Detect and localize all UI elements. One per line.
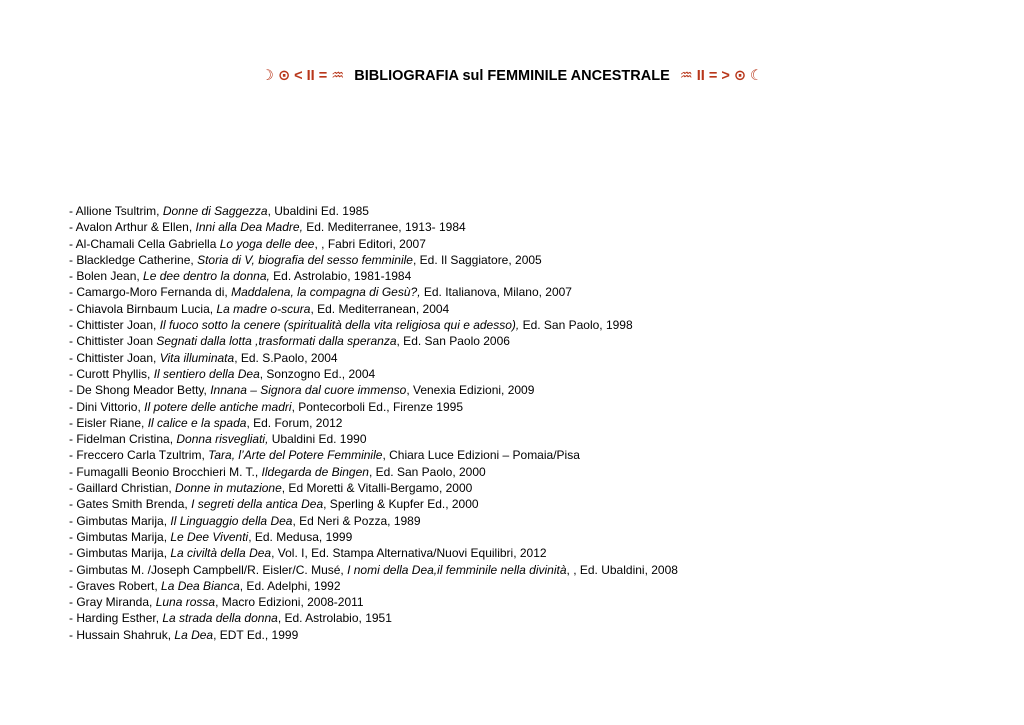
bibliography-entry (69, 415, 678, 431)
entry-author: - Chittister Joan (69, 334, 157, 349)
entry-publication: , Ed. Il Saggiatore, 2005 (412, 252, 542, 267)
entry-publication: Ed. San Paolo, 1998 (519, 318, 633, 333)
bibliography-list (69, 203, 678, 643)
entry-title: Innana – Signora dal cuore immenso (210, 383, 407, 398)
entry-publication: Ed. Mediterranee, 1913- 1984 (302, 220, 466, 235)
entry-title: Il calice e la spada (147, 415, 247, 430)
bibliography-entry (69, 203, 678, 219)
entry-title: I nomi della Dea,il femminile nella divinità (347, 562, 567, 577)
entry-author: - Fumagalli Beonio Brocchieri M. T., (69, 464, 262, 479)
entry-publication: Ed. Astrolabio, 1981-1984 (269, 269, 412, 284)
entry-author: - Curott Phyllis, (69, 366, 154, 381)
entry-publication: , Ed. Astrolabio, 1951 (277, 611, 392, 626)
entry-publication: , Ed. Medusa, 1999 (248, 529, 353, 544)
title-text: BIBLIOGRAFIA sul FEMMINILE ANCESTRALE (354, 68, 670, 84)
entry-author: - Eisler Riane, (69, 415, 148, 430)
entry-author: - Gray Miranda, (69, 595, 156, 610)
bibliography-entry (69, 317, 678, 333)
bibliography-entry (69, 496, 678, 512)
entry-author: - Gimbutas Marija, (69, 513, 171, 528)
bibliography-entry (69, 252, 678, 268)
entry-publication: , Ed Moretti & Vitalli-Bergamo, 2000 (281, 481, 473, 496)
bibliography-entry (69, 610, 678, 626)
bibliography-entry (69, 578, 678, 594)
title-right-symbols: ♒ II = > ⊙ ☾ (679, 68, 764, 84)
entry-publication: , , Fabri Editori, 2007 (314, 236, 426, 251)
entry-author: - Blackledge Catherine, (69, 252, 198, 267)
entry-title: Ildegarda de Bingen (261, 464, 369, 479)
entry-publication: , Venexia Edizioni, 2009 (406, 383, 535, 398)
entry-publication: , Vol. I, Ed. Stampa Alternativa/Nuovi Equilibri, 2012 (271, 546, 547, 561)
bibliography-entry (69, 529, 678, 545)
bibliography-entry (69, 447, 678, 463)
bibliography-entry (69, 268, 678, 284)
title-left-symbols: ☽ ⊙ < II = ♒ (260, 68, 345, 84)
entry-publication: , EDT Ed., 1999 (213, 627, 299, 642)
entry-author: - Bolen Jean, (69, 269, 144, 284)
bibliography-entry (69, 480, 678, 496)
entry-publication: , Ed. San Paolo 2006 (396, 334, 510, 349)
entry-author: - Gates Smith Brenda, (69, 497, 192, 512)
entry-publication: , Ed. Adelphi, 1992 (239, 578, 341, 593)
bibliography-entry (69, 545, 678, 561)
entry-author: - Gimbutas Marija, (69, 529, 171, 544)
entry-publication: Ubaldini Ed. 1990 (268, 432, 367, 447)
entry-title: La Dea (174, 627, 214, 642)
entry-author: - Gimbutas Marija, (69, 546, 171, 561)
bibliography-entry (69, 366, 678, 382)
entry-author: - Gaillard Christian, (69, 481, 176, 496)
bibliography-entry (69, 464, 678, 480)
bibliography-entry (69, 284, 678, 300)
entry-author: - Hussain Shahruk, (69, 627, 175, 642)
bibliography-entry (69, 382, 678, 398)
bibliography-entry (69, 350, 678, 366)
entry-publication: , Ed. S.Paolo, 2004 (234, 350, 338, 365)
entry-author: - Freccero Carla Tzultrim, (69, 448, 209, 463)
entry-author: - Avalon Arthur & Ellen, (69, 220, 196, 235)
entry-title: Storia di V, biografia del sesso femminile (197, 252, 413, 267)
entry-publication: , Ed. Forum, 2012 (246, 415, 343, 430)
entry-title: Le dee dentro la donna, (143, 269, 270, 284)
entry-title: Luna rossa (155, 595, 216, 610)
bibliography-entry (69, 562, 678, 578)
entry-author: - Al-Chamali Cella Gabriella (69, 236, 220, 251)
entry-publication: , Chiara Luce Edizioni – Pomaia/Pisa (382, 448, 580, 463)
entry-title: Il Linguaggio della Dea (170, 513, 293, 528)
entry-author: - Camargo-Moro Fernanda di, (69, 285, 232, 300)
entry-title: Maddalena, la compagna di Gesù?, (231, 285, 421, 300)
entry-publication: , Sonzogno Ed., 2004 (259, 366, 376, 381)
entry-title: Segnati dalla lotta ,trasformati dalla speranza (156, 334, 397, 349)
entry-publication: , , Ed. Ubaldini, 2008 (566, 562, 678, 577)
entry-title: Il sentiero della Dea (153, 366, 260, 381)
entry-author: - Dini Vittorio, (69, 399, 145, 414)
bibliography-entry (69, 399, 678, 415)
entry-title: Lo yoga delle dee (219, 236, 315, 251)
bibliography-entry (69, 594, 678, 610)
bibliography-entry (69, 236, 678, 252)
entry-publication: , Ed Neri & Pozza, 1989 (292, 513, 421, 528)
entry-title: Le Dee Viventi (170, 529, 249, 544)
entry-publication: , Ed. Mediterranean, 2004 (310, 301, 450, 316)
entry-publication: Ed. Italianova, Milano, 2007 (420, 285, 572, 300)
entry-author: - De Shong Meador Betty, (69, 383, 211, 398)
entry-title: Tara, l’Arte del Potere Femminile (208, 448, 383, 463)
entry-publication: , Ubaldini Ed. 1985 (267, 204, 369, 218)
entry-publication: , Macro Edizioni, 2008-2011 (215, 595, 364, 610)
bibliography-entry (69, 431, 678, 447)
entry-title: Donne in mutazione (175, 481, 282, 496)
entry-author: - Allione Tsultrim, (69, 204, 163, 218)
entry-publication: , Ed. San Paolo, 2000 (368, 464, 486, 479)
entry-author: - Chittister Joan, (69, 350, 160, 365)
entry-author: - Chiavola Birnbaum Lucia, (69, 301, 217, 316)
entry-publication: , Sperling & Kupfer Ed., 2000 (323, 497, 479, 512)
entry-title: I segreti della antica Dea (191, 497, 324, 512)
entry-title: Donna risvegliati, (176, 432, 269, 447)
entry-title: Vita illuminata (159, 350, 235, 365)
bibliography-entry (69, 513, 678, 529)
entry-title: La civiltà della Dea (170, 546, 272, 561)
bibliography-entry (69, 219, 678, 235)
entry-author: - Gimbutas M. /Joseph Campbell/R. Eisler/C. Musé, (69, 562, 348, 577)
entry-title: Inni alla Dea Madre, (195, 220, 303, 235)
entry-title: Donne di Saggezza (162, 204, 268, 218)
entry-title: La madre o-scura (216, 301, 311, 316)
bibliography-entry (69, 627, 678, 643)
entry-author: - Graves Robert, (69, 578, 162, 593)
entry-author: - Chittister Joan, (69, 318, 160, 333)
bibliography-entry (69, 301, 678, 317)
entry-author: - Fidelman Cristina, (69, 432, 177, 447)
page-title (0, 68, 1024, 84)
entry-title: Il fuoco sotto la cenere (spiritualità della vita religiosa qui e adesso), (159, 318, 520, 333)
entry-title: Il potere delle antiche madri (144, 399, 292, 414)
entry-author: - Harding Esther, (69, 611, 163, 626)
bibliography-entry (69, 333, 678, 349)
entry-publication: , Pontecorboli Ed., Firenze 1995 (291, 399, 463, 414)
entry-title: La Dea Bianca (161, 578, 240, 593)
entry-title: La strada della donna (162, 611, 278, 626)
